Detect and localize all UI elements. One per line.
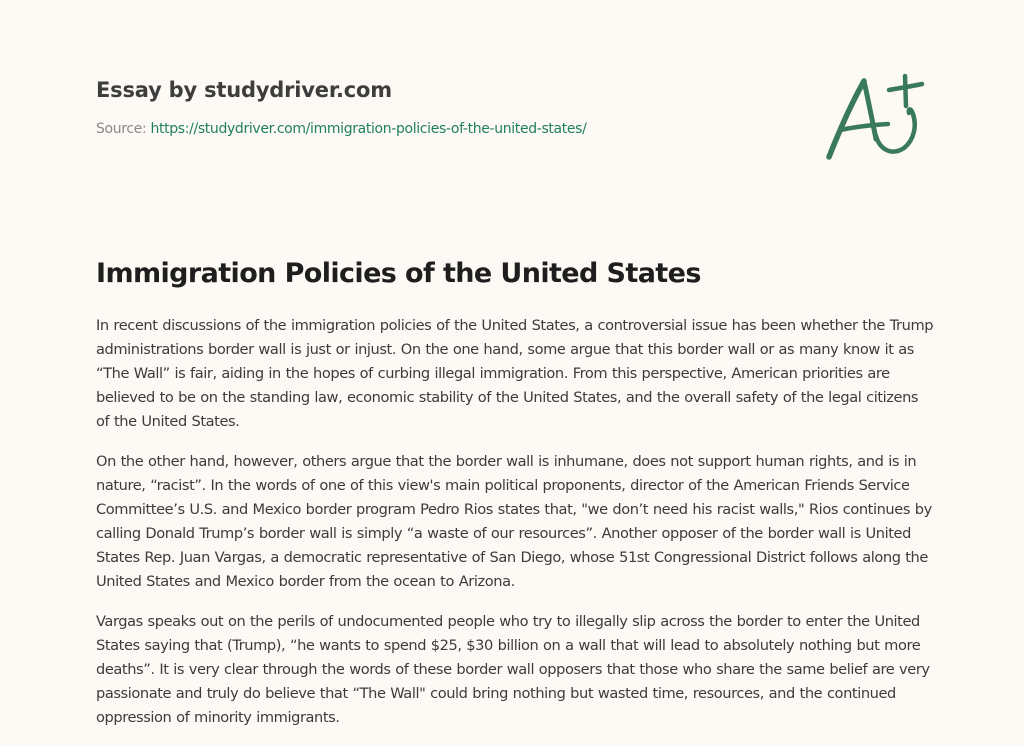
source-label: Source: [96, 121, 151, 137]
source-line [96, 119, 796, 139]
paragraph: On the other hand, however, others argue that the border wall is inhumane, does not support human rights, and is in nature, “racist”. In the words of one of this view's main political proponents, director of the American Friends Service Committee’s U.S. and Mexico border program Pedro Rios states that, "we don’t need his racist walls," Rios continues by calling Donald Trump’s border wall is simply “a waste of our resources”. Another opposer of the border wall is United States Rep. Juan Vargas, a democratic representative of San Diego, whose 51st Congressional District follows along the United States and Mexico border from the ocean to Arizona. [96, 453, 932, 590]
essay-header [96, 74, 796, 139]
paragraph: In recent discussions of the immigration policies of the United States, a controversial issue has been whether the Trump administrations border wall is just or injust. On the one hand, some argue that this border wall or as many know it as “The Wall” is fair, aiding in the hopes of curbing illegal immigration. From this perspective, American priorities are believed to be on the standing law, economic stability of the United States, and the overall safety of the legal citizens of the United States. [96, 317, 934, 430]
a-plus-grade-icon [818, 64, 934, 168]
article-body [96, 314, 936, 746]
article-title: Immigration Policies of the United States [96, 258, 701, 289]
essay-by-heading: Essay by studydriver.com [96, 78, 392, 102]
source-link[interactable]: https://studydriver.com/immigration-policies-of-the-united-states/ [150, 121, 587, 137]
paragraph: Vargas speaks out on the perils of undocumented people who try to illegally slip across the border to enter the United States saying that (Trump), “he wants to spend $25, $30 billion on a wall that will lead to absolutely nothing but more deaths”. It is very clear through the words of these border wall opposers that those who share the same belief are very passionate and truly do believe that “The Wall" could bring nothing but wasted time, resources, and the continued oppression of minority immigrants. [96, 613, 930, 726]
